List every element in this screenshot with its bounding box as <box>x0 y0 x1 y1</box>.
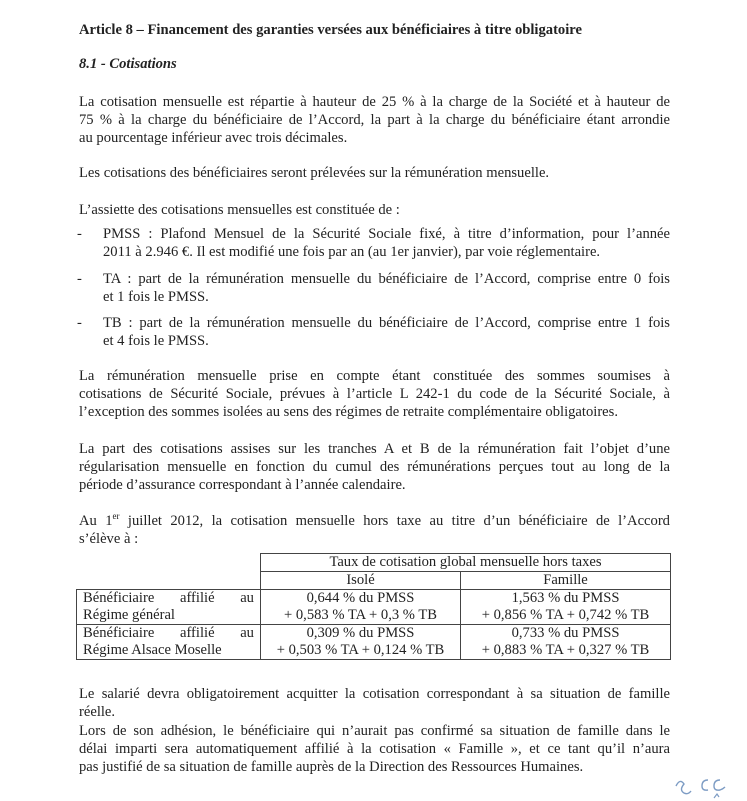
text-line: La part des cotisations assises sur les tranches A et B de la rémunération fait l’objet d’une <box>79 441 670 457</box>
handwritten-initials <box>670 772 745 801</box>
cell-line: 0,733 % du PMSS <box>511 625 620 641</box>
cell-line: 0,309 % du PMSS <box>306 625 415 641</box>
cell-isole <box>261 590 461 625</box>
cell-famille <box>461 590 671 625</box>
text-line: Le salarié devra obligatoirement acquitter la cotisation correspondant à sa situation de famille <box>79 686 670 702</box>
cell-line: + 0,583 % TA + 0,3 % TB <box>284 607 437 623</box>
text-line <box>79 512 670 530</box>
table-row <box>77 625 671 660</box>
text-line: PMSS : Plafond Mensuel de la Sécurité Sociale fixé, à titre d’information, pour l’année <box>103 226 670 242</box>
text-line: TA : part de la rémunération mensuelle du bénéficiaire de l’Accord, comprise entre 0 fois <box>103 271 670 287</box>
row-label-word: Bénéficiaire <box>83 625 155 641</box>
column-header-isole: Isolé <box>261 572 461 590</box>
text-line: pas justifié de sa situation de famille auprès de la Direction des Ressources Humaines. <box>79 759 584 775</box>
cell-famille <box>461 625 671 660</box>
row-label-word: affilié <box>179 590 215 606</box>
text-line: La rémunération mensuelle prise en compte étant constituée des sommes soumises à <box>79 368 670 384</box>
text-line: 2011 à 2.946 €. Il est modifié une fois par an (au 1er janvier), par voie réglementaire. <box>103 244 601 260</box>
cell-line: + 0,883 % TA + 0,327 % TB <box>481 642 650 658</box>
bullet-marker: - <box>77 226 82 242</box>
row-label-line <box>83 590 254 607</box>
initials-stroke <box>676 781 691 793</box>
row-label <box>77 590 261 625</box>
cell-line: 1,563 % du PMSS <box>511 590 620 606</box>
row-label-word: affilié <box>179 625 215 641</box>
text-line: s’élève à : <box>79 531 139 547</box>
text-line: cotisations de Sécurité Sociale, prévues à l’article L 242-1 du code de la Sécurité Sociale, à <box>79 386 670 402</box>
initials-stroke <box>714 794 719 798</box>
text-fragment: juillet 2012, la cotisation mensuelle hors taxe au titre d’un bénéficiaire de l’Accord <box>119 513 670 529</box>
table-header-row <box>77 554 671 572</box>
text-line: l’exception des sommes isolées au sens des régimes de retraite complémentaire obligatoires. <box>79 404 618 420</box>
table-subheader-row <box>77 572 671 590</box>
empty-cell <box>77 554 261 572</box>
row-label-word: au <box>240 590 254 606</box>
table-row <box>77 590 671 625</box>
text-line: 75 % à la charge du bénéficiaire de l’Accord, la part à la charge du bénéficiaire étant arrondie <box>79 112 670 128</box>
text-line: au pourcentage inférieur avec trois décimales. <box>79 130 348 146</box>
text-fragment: Au 1 <box>79 513 113 529</box>
row-label <box>77 625 261 660</box>
empty-cell <box>77 572 261 590</box>
text-line: Lors de son adhésion, le bénéficiaire qui n’aurait pas confirmé sa situation de famille dans le <box>79 723 670 739</box>
table-header-main: Taux de cotisation global mensuelle hors taxes <box>261 554 671 572</box>
text-line: et 1 fois le PMSS. <box>103 289 209 305</box>
cotisation-table <box>76 553 671 660</box>
text-line: délai imparti sera automatiquement affilié à la cotisation « Famille », et ce tant qu’il n’aura <box>79 741 670 757</box>
row-label-word: au <box>240 625 254 641</box>
row-label-line <box>83 625 254 642</box>
superscript: er <box>112 511 120 521</box>
text-line: régularisation mensuelle en fonction du cumul des rémunérations perçues tout au long de la <box>79 459 670 475</box>
row-label-word: Bénéficiaire <box>83 590 155 606</box>
paragraph-assiette: L’assiette des cotisations mensuelles est constituée de : <box>79 202 400 218</box>
text-line: TB : part de la rémunération mensuelle du bénéficiaire de l’Accord, comprise entre 1 fois <box>103 315 670 331</box>
cell-isole <box>261 625 461 660</box>
section-title: 8.1 - Cotisations <box>79 56 177 72</box>
text-line: La cotisation mensuelle est répartie à hauteur de 25 % à la charge de la Société et à hauteur de <box>79 94 670 110</box>
bullet-marker: - <box>77 315 82 331</box>
cell-line: + 0,856 % TA + 0,742 % TB <box>481 607 650 623</box>
column-header-famille: Famille <box>461 572 671 590</box>
row-label-line: Régime général <box>83 607 175 623</box>
cell-line: + 0,503 % TA + 0,124 % TB <box>276 642 445 658</box>
article-title: Article 8 – Financement des garanties versées aux bénéficiaires à titre obligatoire <box>79 22 582 38</box>
text-line: réelle. <box>79 704 116 720</box>
bullet-marker: - <box>77 271 82 287</box>
text-line: et 4 fois le PMSS. <box>103 333 209 349</box>
initials-stroke <box>702 780 725 790</box>
paragraph-prelevement: Les cotisations des bénéficiaires seront prélevées sur la rémunération mensuelle. <box>79 165 550 181</box>
row-label-line: Régime Alsace Moselle <box>83 642 222 658</box>
cell-line: 0,644 % du PMSS <box>306 590 415 606</box>
text-line: période d’assurance correspondant à l’année calendaire. <box>79 477 406 493</box>
